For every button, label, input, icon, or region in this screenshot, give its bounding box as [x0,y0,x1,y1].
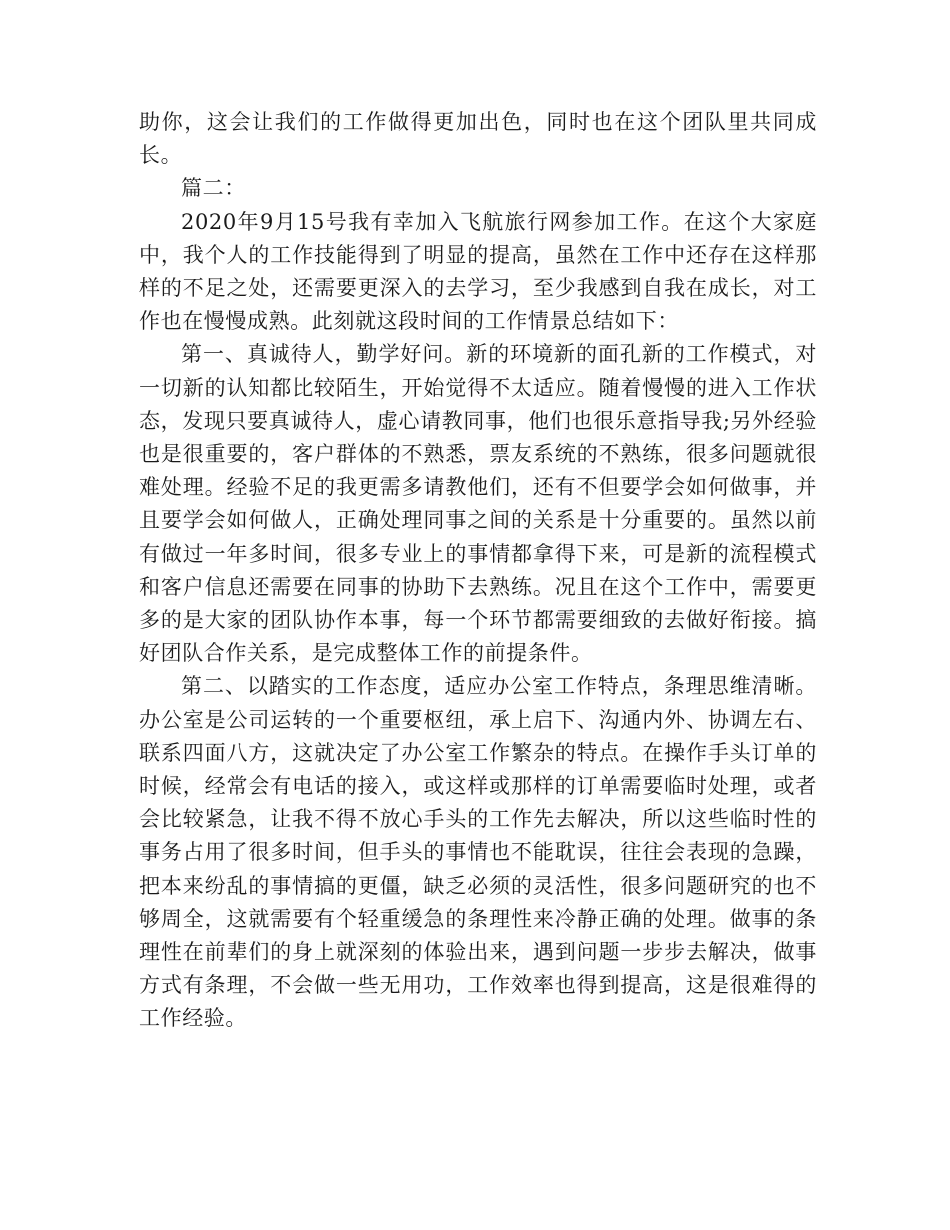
paragraph-continuation: 助你，这会让我们的工作做得更加出色，同时也在这个团队里共同成长。 [139,110,817,168]
paragraph-point-one: 第一、真诚待人，勤学好问。新的环境新的面孔新的工作模式，对一切新的认知都比较陌生，开始觉得不太适应。随着慢慢的进入工作状态，发现只要真诚待人，虚心请教同事，他们也很乐意指导我;另外经验也是很重要的，客户群体的不熟悉，票友系统的不熟练，很多问题就很难处理。经验不足的我更需多请教他们，还有不但要学会如何做事，并且要学会如何做人，正确处理同事之间的关系是十分重要的。虽然以前有做过一年多时间，很多专业上的事情都拿得下来，可是新的流程模式和客户信息还需要在同事的协助下去熟练。况且在这个工作中，需要更多的是大家的团队协作本事，每一个环节都需要细致的去做好衔接。搞好团队合作关系，是完成整体工作的前提条件。 [139,342,817,666]
section-heading: 篇二： [181,176,246,201]
document-body [139,106,817,1036]
paragraph-intro: 2020年9月15号我有幸加入飞航旅行网参加工作。在这个大家庭中，我个人的工作技能得到了明显的提高，虽然在工作中还存在这样那样的不足之处，还需要更深入的去学习，至少我感到自我在成长，对工作也在慢慢成熟。此刻就这段时间的工作情景总结如下： [139,209,817,334]
paragraph-point-two: 第二、以踏实的工作态度，适应办公室工作特点，条理思维清晰。办公室是公司运转的一个重要枢纽，承上启下、沟通内外、协调左右、联系四面八方，这就决定了办公室工作繁杂的特点。在操作手头订单的时候，经常会有电话的接入，或这样或那样的订单需要临时处理，或者会比较紧急，让我不得不放心手头的工作先去解决，所以这些临时性的事务占用了很多时间，但手头的事情也不能耽误，往往会表现的急躁，把本来纷乱的事情搞的更僵，缺乏必须的灵活性，很多问题研究的也不够周全，这就需要有个轻重缓急的条理性来冷静正确的处理。做事的条理性在前辈们的身上就深刻的体验出来，遇到问题一步步去解决，做事方式有条理，不会做一些无用功，工作效率也得到提高，这是很难得的工作经验。 [139,674,817,1031]
